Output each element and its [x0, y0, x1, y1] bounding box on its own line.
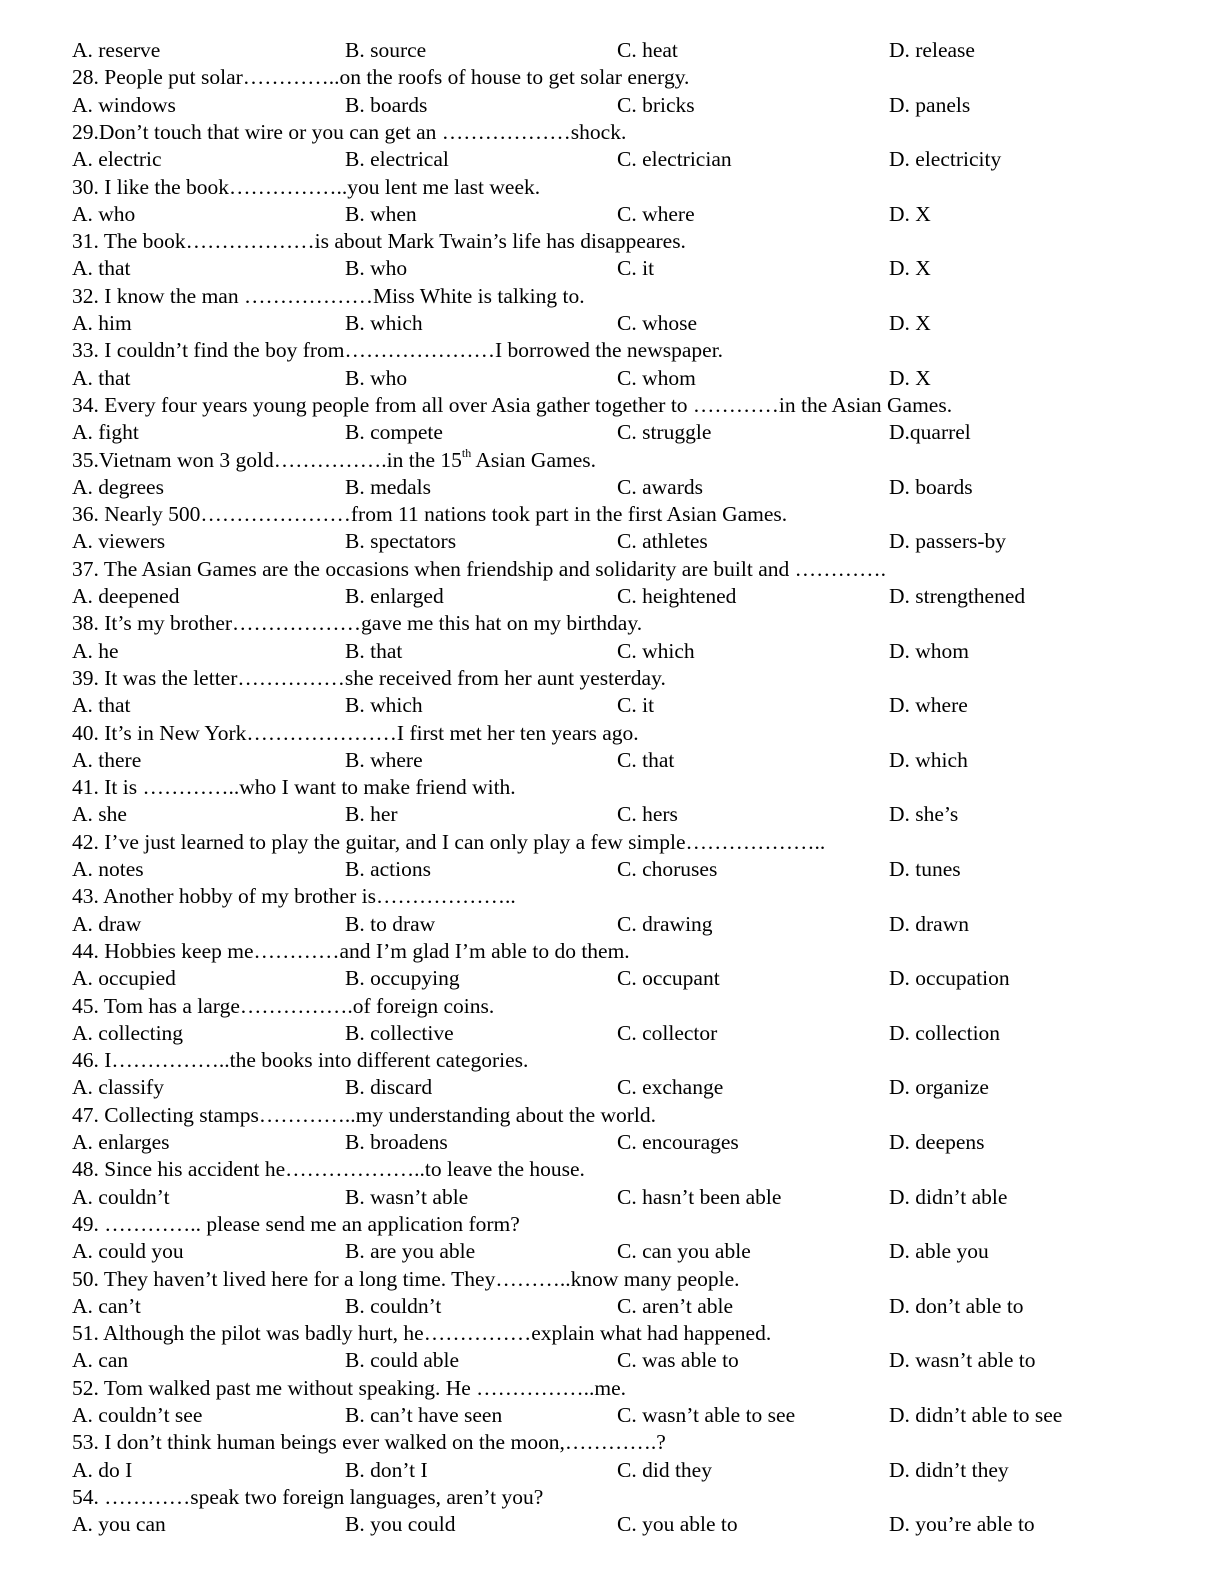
option-d: D. X [889, 365, 931, 390]
option-d: D. you’re able to [889, 1512, 1035, 1537]
option-c: C. heightened [617, 584, 737, 608]
option-a: A. you can [72, 1512, 166, 1537]
option-a: A. classify [72, 1075, 164, 1100]
option-a: A. that [72, 256, 131, 281]
option-c: C. where [617, 201, 695, 226]
option-a: A. collecting [72, 1020, 184, 1045]
option-a: A. there [72, 747, 142, 772]
option-a: A. notes [72, 857, 144, 881]
option-c: C. encourages [617, 1130, 739, 1154]
question-text: 49. ………….. please send me an application form? [72, 1211, 520, 1236]
option-c: C. which [617, 638, 695, 663]
option-d: D.quarrel [889, 420, 971, 445]
option-c: C. exchange [617, 1075, 724, 1100]
question-text: 54. …………speak two foreign languages, aren’t you? [72, 1484, 544, 1509]
option-c: C. bricks [617, 92, 695, 117]
option-c: C. it [617, 693, 655, 718]
question-text: 50. They haven’t lived here for a long time. They………..know many people. [72, 1266, 740, 1291]
option-a: A. him [72, 311, 132, 335]
option-b: B. that [345, 638, 403, 663]
option-b: B. which [345, 693, 423, 718]
question-text: 28. People put solar…………..on the roofs of house to get solar energy. [72, 65, 690, 90]
option-c: C. hasn’t been able [617, 1184, 782, 1209]
option-a: A. occupied [72, 966, 176, 991]
option-a: A. enlarges [72, 1130, 170, 1154]
option-d: D. passers-by [889, 529, 1007, 554]
option-d: D. don’t able to [889, 1293, 1024, 1318]
option-c: C. whom [617, 365, 696, 390]
option-a: A. could you [72, 1239, 184, 1264]
option-b: B. are you able [345, 1239, 476, 1264]
option-c: C. occupant [617, 966, 720, 991]
question-text: 43. Another hobby of my brother is……………….. [72, 884, 516, 909]
option-a: A. couldn’t [72, 1184, 170, 1209]
option-b: B. medals [345, 474, 431, 499]
question-text: 39. It was the letter……………she received from her aunt yesterday. [72, 665, 666, 690]
option-a: A. windows [72, 92, 176, 117]
option-c: C. wasn’t able to see [617, 1403, 796, 1427]
option-c: C. hers [617, 802, 678, 827]
option-b: B. spectators [345, 529, 457, 554]
option-d: D. drawn [889, 911, 970, 936]
option-a: A. viewers [72, 529, 166, 554]
option-b: B. source [345, 38, 427, 62]
option-d: D. wasn’t able to [889, 1348, 1036, 1373]
option-c: C. that [617, 747, 675, 772]
question-text: 42. I’ve just learned to play the guitar, and I can only play a few simple……………….. [72, 829, 826, 854]
question-text: 31. The book………………is about Mark Twain’s life has disappeares. [72, 229, 686, 254]
option-b: B. you could [345, 1512, 456, 1537]
option-d: D. X [889, 256, 931, 281]
option-d: D. where [889, 693, 968, 718]
option-b: B. don’t I [345, 1457, 428, 1482]
question-text: 32. I know the man ………………Miss White is talking to. [72, 283, 585, 308]
option-c: C. struggle [617, 420, 712, 445]
option-a: A. he [72, 638, 119, 663]
option-b: B. actions [345, 857, 431, 881]
option-b: B. enlarged [345, 584, 444, 608]
option-d: D. able you [889, 1239, 989, 1264]
option-a: A. reserve [72, 38, 161, 62]
question-text: 30. I like the book……………..you lent me last week. [72, 174, 541, 199]
question-text: 48. Since his accident he………………..to leave the house. [72, 1157, 585, 1182]
option-a: A. fight [72, 420, 139, 445]
option-a: A. degrees [72, 474, 164, 499]
question-text: 38. It’s my brother………………gave me this hat on my birthday. [72, 611, 643, 636]
option-b: B. collective [345, 1020, 454, 1045]
option-c: C. heat [617, 38, 678, 62]
option-d: D. X [889, 311, 931, 335]
option-c: C. you able to [617, 1512, 738, 1537]
option-b: B. wasn’t able [345, 1184, 469, 1209]
option-d: D. organize [889, 1075, 989, 1100]
question-text: 53. I don’t think human beings ever walked on the moon,………….? [72, 1430, 666, 1455]
question-text: 35.Vietnam won 3 gold…………….in the 15th Asian Games. [72, 446, 597, 472]
option-a: A. that [72, 693, 131, 718]
option-b: B. where [345, 747, 423, 772]
option-b: B. when [345, 201, 417, 226]
question-text: 40. It’s in New York…………………I first met her ten years ago. [72, 720, 639, 745]
option-d: D. didn’t able [889, 1184, 1008, 1209]
question-text: 52. Tom walked past me without speaking. He ……………..me. [72, 1375, 627, 1400]
option-b: B. couldn’t [345, 1293, 442, 1318]
option-b: B. occupying [345, 966, 460, 991]
option-b: B. which [345, 311, 423, 335]
option-b: B. electrical [345, 147, 449, 172]
question-text: 29.Don’t touch that wire or you can get an ………………shock. [72, 119, 627, 144]
option-a: A. electric [72, 147, 162, 172]
option-d: D. collection [889, 1020, 1001, 1045]
option-a: A. she [72, 802, 127, 827]
question-text: 37. The Asian Games are the occasions when friendship and solidarity are built and …………. [72, 556, 887, 581]
option-a: A. couldn’t see [72, 1403, 203, 1427]
option-d: D. occupation [889, 966, 1010, 991]
option-d: D. didn’t they [889, 1457, 1009, 1482]
option-c: C. whose [617, 311, 698, 335]
option-c: C. aren’t able [617, 1293, 734, 1318]
option-d: D. she’s [889, 802, 959, 827]
question-text: 47. Collecting stamps…………..my understanding about the world. [72, 1102, 657, 1127]
option-a: A. deepened [72, 584, 180, 608]
option-d: D. strengthened [889, 584, 1026, 608]
option-a: A. can [72, 1348, 129, 1373]
option-b: B. broadens [345, 1130, 448, 1154]
option-b: B. boards [345, 92, 428, 117]
option-d: D. electricity [889, 147, 1002, 172]
option-d: D. which [889, 747, 968, 772]
option-d: D. release [889, 38, 975, 62]
option-a: A. that [72, 365, 131, 390]
question-text: 45. Tom has a large…………….of foreign coins. [72, 993, 495, 1018]
option-b: B. who [345, 365, 408, 390]
question-text: 44. Hobbies keep me…………and I’m glad I’m able to do them. [72, 938, 630, 963]
option-b: B. can’t have seen [345, 1403, 503, 1427]
question-text: 46. I……………..the books into different categories. [72, 1048, 529, 1073]
option-c: C. awards [617, 474, 703, 499]
option-b: B. could able [345, 1348, 460, 1373]
question-text: 51. Although the pilot was badly hurt, he……………explain what had happened. [72, 1321, 772, 1346]
option-b: B. who [345, 256, 408, 281]
option-d: D. panels [889, 92, 971, 117]
option-a: A. can’t [72, 1293, 141, 1318]
option-d: D. X [889, 201, 931, 226]
option-a: A. do I [72, 1457, 133, 1482]
option-b: B. her [345, 802, 398, 827]
option-a: A. draw [72, 911, 142, 936]
option-d: D. didn’t able to see [889, 1403, 1063, 1427]
option-c: C. it [617, 256, 655, 281]
option-b: B. to draw [345, 911, 436, 936]
option-a: A. who [72, 201, 136, 226]
option-c: C. athletes [617, 529, 708, 554]
option-c: C. did they [617, 1457, 712, 1482]
option-d: D. tunes [889, 857, 961, 881]
option-c: C. choruses [617, 857, 718, 881]
option-b: B. discard [345, 1075, 433, 1100]
option-c: C. can you able [617, 1239, 751, 1264]
option-c: C. was able to [617, 1348, 739, 1373]
question-text: 33. I couldn’t find the boy from…………………I borrowed the newspaper. [72, 338, 724, 363]
option-c: C. electrician [617, 147, 732, 172]
option-d: D. boards [889, 474, 973, 499]
option-c: C. collector [617, 1020, 718, 1045]
option-c: C. drawing [617, 911, 713, 936]
question-text: 36. Nearly 500…………………from 11 nations took part in the first Asian Games. [72, 502, 788, 527]
option-b: B. compete [345, 420, 443, 445]
question-text: 34. Every four years young people from all over Asia gather together to …………in the Asian Games. [72, 392, 953, 417]
option-d: D. deepens [889, 1130, 985, 1154]
option-d: D. whom [889, 638, 970, 663]
question-text: 41. It is …………..who I want to make friend with. [72, 775, 516, 800]
